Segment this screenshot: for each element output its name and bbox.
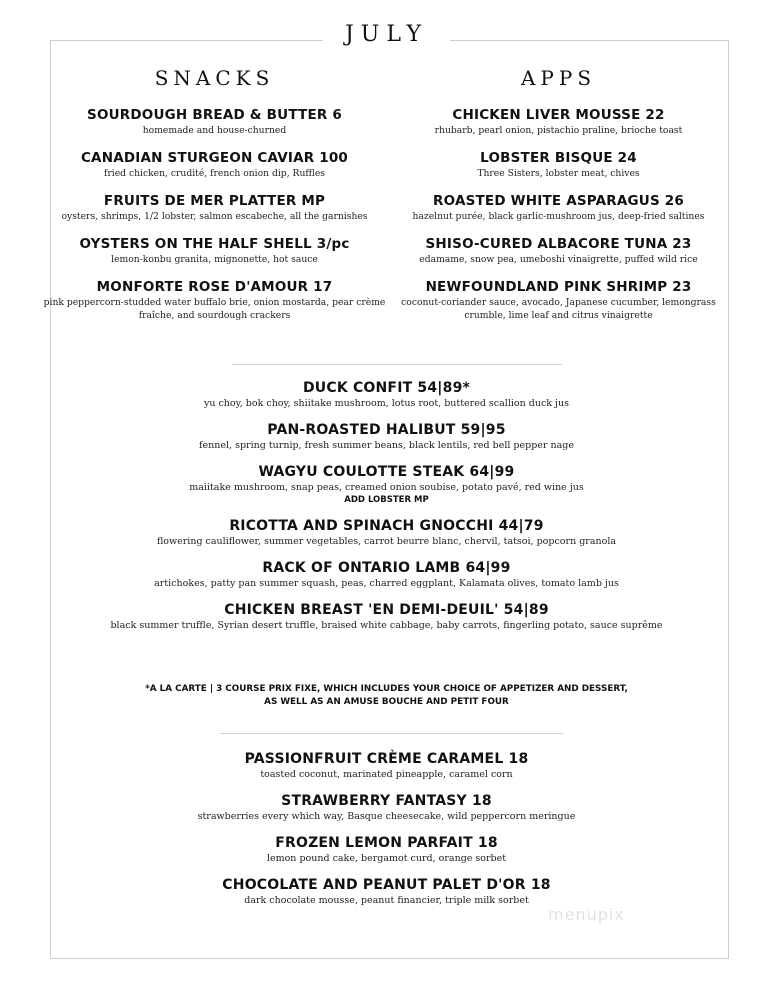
snacks-heading: SNACKS [154, 66, 275, 90]
menu-item [42, 149, 387, 180]
desserts-section [60, 750, 713, 918]
item-name: PASSIONFRUIT CRÈME CARAMEL 18 [244, 751, 529, 767]
item-description: black summer truffle, Syrian desert truffle, braised white cabbage, baby carrots, fingerling potato, sauce suprême [110, 620, 663, 631]
item-name: CHICKEN LIVER MOUSSE 22 [452, 107, 665, 123]
item-name: SHISO-CURED ALBACORE TUNA 23 [425, 236, 692, 252]
item-name: PAN-ROASTED HALIBUT 59|95 [267, 422, 506, 438]
mains-section [60, 379, 713, 643]
item-name: CHOCOLATE AND PEANUT PALET D'OR 18 [222, 877, 551, 893]
menu-item [60, 559, 713, 590]
item-name: ROASTED WHITE ASPARAGUS 26 [433, 193, 684, 209]
item-name: WAGYU COULOTTE STEAK 64|99 [258, 464, 515, 480]
item-description: lemon-konbu granita, mignonette, hot sauce [111, 254, 318, 265]
item-description: flowering cauliflower, summer vegetables, carrot beurre blanc, chervil, tatsoi, popcorn granola [156, 536, 617, 547]
menu-item [60, 876, 713, 907]
item-addon: ADD LOBSTER MP [344, 495, 429, 505]
menu-item [386, 192, 731, 223]
item-name: CHICKEN BREAST 'EN DEMI-DEUIL' 54|89 [224, 602, 549, 618]
section-divider [232, 364, 562, 365]
watermark: menupix [548, 905, 625, 924]
item-name: LOBSTER BISQUE 24 [480, 150, 637, 166]
apps-heading: APPS [520, 66, 597, 90]
item-description: lemon pound cake, bergamot curd, orange sorbet [266, 853, 507, 864]
note-line: *A LA CARTE | 3 COURSE PRIX FIXE, WHICH INCLUDES YOUR CHOICE OF APPETIZER AND DESSERT, [145, 684, 628, 694]
apps-section [386, 66, 731, 334]
item-description: fennel, spring turnip, fresh summer beans, black lentils, red bell pepper nage [199, 440, 574, 451]
menu-item [386, 278, 731, 322]
item-name: CANADIAN STURGEON CAVIAR 100 [80, 150, 349, 166]
menu-item [60, 517, 713, 548]
menu-item [42, 235, 387, 266]
item-description: fried chicken, crudité, french onion dip, Ruffles [103, 168, 325, 179]
menu-item [42, 192, 387, 223]
menu-item [386, 235, 731, 266]
item-description: Three Sisters, lobster meat, chives [477, 168, 640, 179]
item-name: RACK OF ONTARIO LAMB 64|99 [262, 560, 511, 576]
menu-item [60, 379, 713, 410]
item-description: artichokes, patty pan summer squash, peas, charred eggplant, Kalamata olives, tomato lamb jus [154, 578, 619, 589]
item-description: pink peppercorn-studded water buffalo brie, onion mostarda, pear crème fraîche, and sourdough crackers [43, 297, 386, 321]
menu-item [386, 106, 731, 137]
item-description: toasted coconut, marinated pineapple, caramel corn [260, 769, 513, 780]
menu-item [60, 792, 713, 823]
snacks-section [42, 66, 387, 334]
prix-fixe-note [60, 683, 713, 709]
item-description: dark chocolate mousse, peanut financier, triple milk sorbet [244, 895, 529, 906]
item-description: edamame, snow pea, umeboshi vinaigrette, puffed wild rice [419, 254, 698, 265]
menu-item [60, 750, 713, 781]
item-name: FROZEN LEMON PARFAIT 18 [275, 835, 498, 851]
menu-item [60, 463, 713, 506]
item-description: rhubarb, pearl onion, pistachio praline, brioche toast [434, 125, 683, 136]
item-name: FRUITS DE MER PLATTER MP [103, 193, 326, 209]
menu-item [60, 421, 713, 452]
menu-item [42, 278, 387, 322]
item-description: coconut-coriander sauce, avocado, Japanese cucumber, lemongrass crumble, lime leaf and citrus vinaigrette [401, 297, 716, 321]
item-name: OYSTERS ON THE HALF SHELL 3/pc [79, 236, 350, 252]
item-description: hazelnut purée, black garlic-mushroom jus, deep-fried saltines [412, 211, 705, 222]
month-title: JULY [323, 22, 450, 47]
item-name: RICOTTA AND SPINACH GNOCCHI 44|79 [229, 518, 544, 534]
menu-item [60, 601, 713, 632]
menu-item [386, 149, 731, 180]
month-header [0, 22, 773, 47]
item-name: NEWFOUNDLAND PINK SHRIMP 23 [425, 279, 692, 295]
section-divider [220, 733, 563, 734]
note-line: AS WELL AS AN AMUSE BOUCHE AND PETIT FOUR [264, 697, 509, 707]
menu-item [60, 834, 713, 865]
menu-item [42, 106, 387, 137]
item-name: DUCK CONFIT 54|89* [302, 380, 471, 396]
item-name: STRAWBERRY FANTASY 18 [281, 793, 492, 809]
item-name: MONFORTE ROSE D'AMOUR 17 [96, 279, 333, 295]
item-description: maiitake mushroom, snap peas, creamed onion soubise, potato pavé, red wine jus [189, 482, 584, 493]
item-description: oysters, shrimps, 1/2 lobster, salmon escabeche, all the garnishes [61, 211, 368, 222]
item-name: SOURDOUGH BREAD & BUTTER 6 [87, 107, 342, 123]
item-description: yu choy, bok choy, shiitake mushroom, lotus root, buttered scallion duck jus [203, 398, 569, 409]
item-description: strawberries every which way, Basque cheesecake, wild peppercorn meringue [197, 811, 576, 822]
item-description: homemade and house-churned [142, 125, 287, 136]
